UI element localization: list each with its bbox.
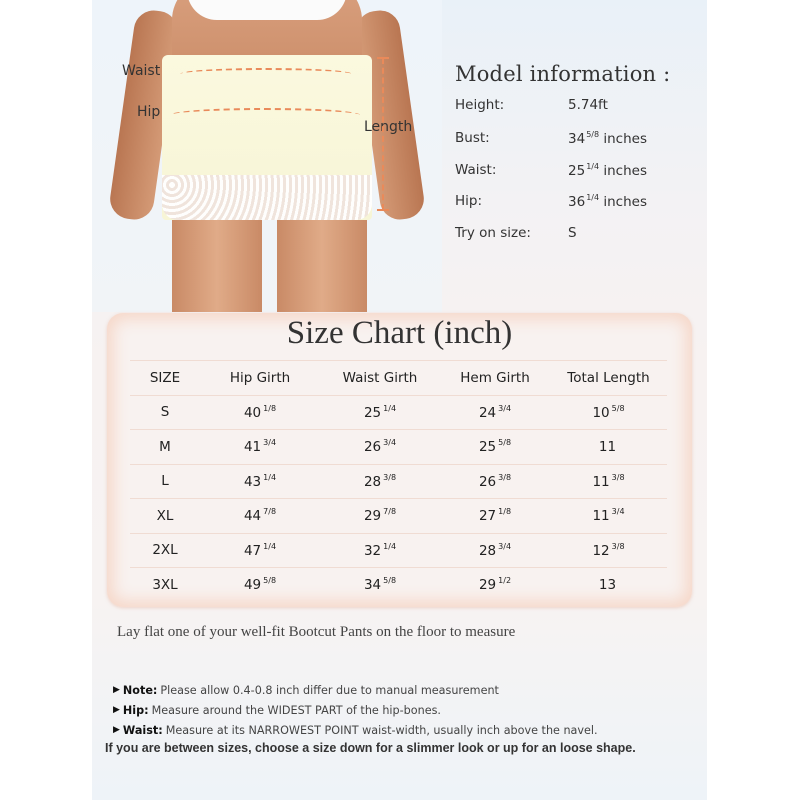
table-row bbox=[130, 568, 667, 602]
cell-size: 2XL bbox=[130, 533, 200, 568]
table-header-row bbox=[130, 361, 667, 396]
cell-length: 11 $^{3/4}$ bbox=[550, 499, 667, 534]
cell-length: 12 $^{3/8}$ bbox=[550, 533, 667, 568]
note-item bbox=[113, 680, 598, 700]
model-info-title: Model information : bbox=[455, 62, 671, 86]
measurement-notes bbox=[113, 680, 598, 740]
note-text: Measure around the WIDEST PART of the hip-bones. bbox=[151, 703, 441, 717]
cell-waist: 29 $^{7/8}$ bbox=[320, 499, 440, 534]
cell-waist: 32 $^{1/4}$ bbox=[320, 533, 440, 568]
triangle-bullet-icon: ▶ bbox=[113, 705, 120, 715]
size-chart-title: Size Chart (inch) bbox=[286, 315, 513, 351]
cell-length: 13 bbox=[550, 568, 667, 602]
triangle-bullet-icon: ▶ bbox=[113, 685, 120, 695]
cell-length: 11 $^{3/8}$ bbox=[550, 464, 667, 499]
cell-hip: 43 $^{1/4}$ bbox=[200, 464, 320, 499]
cell-size: XL bbox=[130, 499, 200, 534]
product-photo bbox=[92, 0, 442, 312]
col-header-size: SIZE bbox=[130, 361, 200, 396]
model-info-value: $36^{1/4}$ inches bbox=[568, 193, 647, 210]
model-info-label: Height: bbox=[455, 97, 505, 113]
cell-hip: 41 $^{3/4}$ bbox=[200, 430, 320, 465]
length-label: Length bbox=[364, 119, 413, 135]
col-header-hem-girth: Hem Girth bbox=[440, 361, 550, 396]
lace-trim bbox=[162, 175, 372, 220]
cell-hip: 49 $^{5/8}$ bbox=[200, 568, 320, 602]
note-text: Measure at its NARROWEST POINT waist-width, usually inch above the navel. bbox=[165, 723, 598, 737]
model-info-value: S bbox=[568, 225, 577, 241]
length-tick-top bbox=[377, 57, 389, 59]
hip-measure-line bbox=[170, 108, 360, 122]
waist-label: Waist bbox=[122, 63, 161, 79]
note-text: Please allow 0.4-0.8 inch differ due to manual measurement bbox=[160, 683, 499, 697]
size-guide-panel bbox=[92, 0, 707, 800]
hip-label: Hip bbox=[137, 104, 161, 120]
cell-length: 10 $^{5/8}$ bbox=[550, 395, 667, 430]
col-header-hip-girth: Hip Girth bbox=[200, 361, 320, 396]
cell-length: 11 bbox=[550, 430, 667, 465]
model-info-label: Hip: bbox=[455, 193, 483, 209]
table-row bbox=[130, 533, 667, 568]
cell-size: S bbox=[130, 395, 200, 430]
cell-hip: 47 $^{1/4}$ bbox=[200, 533, 320, 568]
size-advice: If you are between sizes, choose a size down for a slimmer look or up for an loose shape. bbox=[105, 741, 636, 755]
note-item bbox=[113, 720, 598, 740]
cell-hip: 40 $^{1/8}$ bbox=[200, 395, 320, 430]
model-info-value: 5.74ft bbox=[568, 97, 608, 113]
model-info-label: Waist: bbox=[455, 162, 497, 178]
note-key: Hip: bbox=[122, 703, 149, 717]
length-measure-line bbox=[382, 58, 384, 210]
model-info-value: $34^{5/8}$ inches bbox=[568, 130, 647, 147]
cell-hem: 26 $^{3/8}$ bbox=[440, 464, 550, 499]
table-row bbox=[130, 499, 667, 534]
cell-hem: 25 $^{5/8}$ bbox=[440, 430, 550, 465]
model-crop-top bbox=[187, 0, 347, 20]
size-chart-body bbox=[130, 395, 667, 602]
cell-hem: 27 $^{1/8}$ bbox=[440, 499, 550, 534]
cell-size: L bbox=[130, 464, 200, 499]
lay-flat-instruction: Lay flat one of your well-fit Bootcut Pants on the floor to measure bbox=[117, 624, 516, 640]
cell-waist: 28 $^{3/8}$ bbox=[320, 464, 440, 499]
model-info-label: Try on size: bbox=[455, 225, 531, 241]
size-chart-table bbox=[130, 360, 667, 602]
table-row bbox=[130, 395, 667, 430]
model-info-label: Bust: bbox=[455, 130, 490, 146]
cell-hem: 29 $^{1/2}$ bbox=[440, 568, 550, 602]
cell-waist: 34 $^{5/8}$ bbox=[320, 568, 440, 602]
cell-hem: 24 $^{3/4}$ bbox=[440, 395, 550, 430]
table-row bbox=[130, 464, 667, 499]
table-row bbox=[130, 430, 667, 465]
model-info-value: $25^{1/4}$ inches bbox=[568, 162, 647, 179]
col-header-total-length: Total Length bbox=[550, 361, 667, 396]
waist-measure-line bbox=[180, 68, 352, 80]
note-key: Note: bbox=[122, 683, 158, 697]
triangle-bullet-icon: ▶ bbox=[113, 725, 120, 735]
length-tick-bottom bbox=[377, 209, 389, 211]
note-key: Waist: bbox=[122, 723, 163, 737]
cell-hem: 28 $^{3/4}$ bbox=[440, 533, 550, 568]
note-item bbox=[113, 700, 598, 720]
size-chart-card bbox=[107, 313, 692, 607]
cell-size: M bbox=[130, 430, 200, 465]
cell-hip: 44 $^{7/8}$ bbox=[200, 499, 320, 534]
cell-waist: 26 $^{3/4}$ bbox=[320, 430, 440, 465]
cell-waist: 25 $^{1/4}$ bbox=[320, 395, 440, 430]
col-header-waist-girth: Waist Girth bbox=[320, 361, 440, 396]
cell-size: 3XL bbox=[130, 568, 200, 602]
